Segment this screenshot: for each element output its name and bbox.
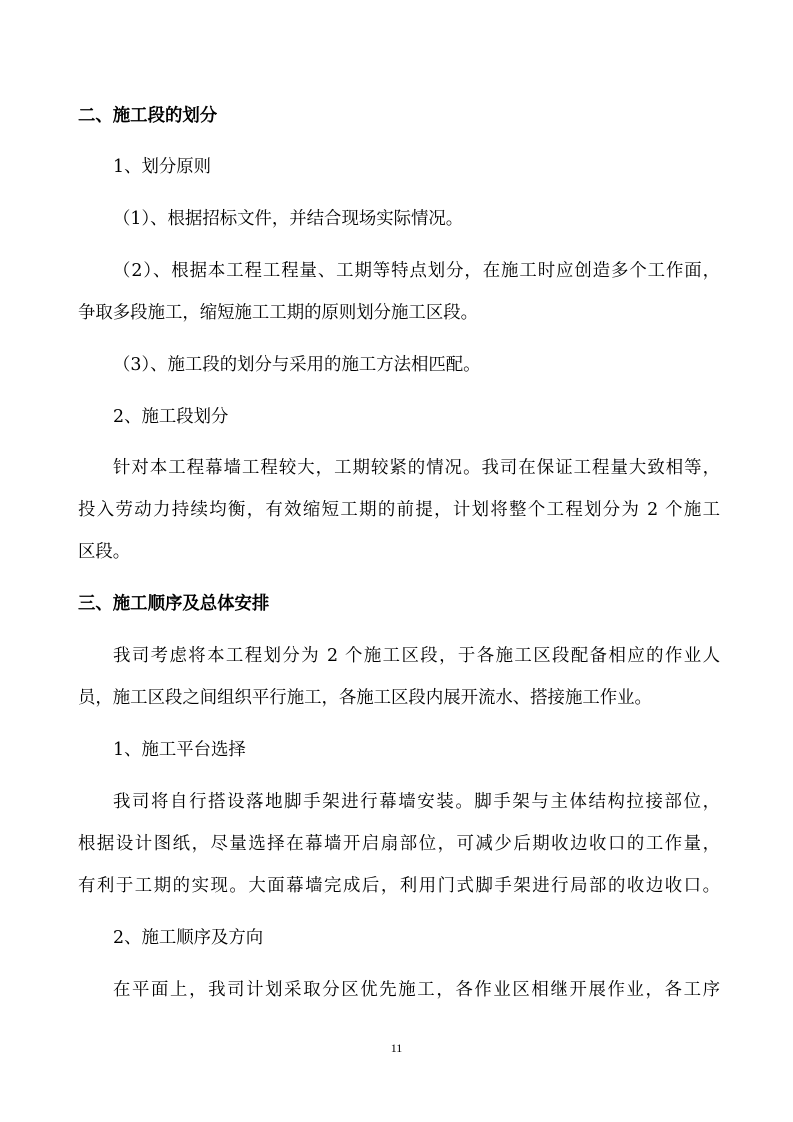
stage-division-paragraph-line-2: 投入劳动力持续均衡，有效缩短工期的前提，计划将整个工程划分为 2 个施工	[78, 500, 720, 520]
sequence-intro-line-1: 我司考虑将本工程划分为 2 个施工区段，于各施工区段配备相应的作业人	[113, 646, 720, 666]
stage-division-paragraph-line-3: 区段。	[78, 542, 131, 562]
section-heading-construction-sequence: 三、施工顺序及总体安排	[78, 594, 270, 614]
sequence-direction-paragraph-line-1: 在平面上，我司计划采取分区优先施工，各作业区相继开展作业，各工序	[113, 980, 720, 1000]
principle-item-2-line-1: （2）、根据本工程工程量、工期等特点划分，在施工时应创造多个工作面，	[113, 261, 720, 281]
subheading-platform-selection: 1、施工平台选择	[113, 740, 246, 760]
platform-paragraph-line-3: 有利于工期的实现。大面幕墙完成后，利用门式脚手架进行局部的收边收口。	[78, 876, 720, 896]
platform-paragraph-line-2: 根据设计图纸，尽量选择在幕墙开启扇部位，可减少后期收边收口的工作量，	[78, 834, 720, 854]
platform-paragraph-line-1: 我司将自行搭设落地脚手架进行幕墙安装。脚手架与主体结构拉接部位，	[113, 792, 720, 812]
stage-division-paragraph-line-1: 针对本工程幕墙工程较大，工期较紧的情况。我司在保证工程量大致相等，	[113, 458, 720, 478]
page-number: 11	[390, 1041, 403, 1055]
principle-item-1: （1）、根据招标文件，并结合现场实际情况。	[113, 209, 464, 229]
principle-item-3: （3）、施工段的划分与采用的施工方法相匹配。	[113, 355, 481, 375]
subheading-stage-division: 2、施工段划分	[113, 407, 229, 427]
section-heading-construction-stage-division: 二、施工段的划分	[78, 106, 218, 126]
sequence-intro-line-2: 员，施工区段之间组织平行施工，各施工区段内展开流水、搭接施工作业。	[78, 688, 652, 708]
subheading-division-principles: 1、划分原则	[113, 157, 212, 177]
principle-item-2-line-2: 争取多段施工，缩短施工工期的原则划分施工区段。	[78, 303, 478, 323]
subheading-sequence-and-direction: 2、施工顺序及方向	[113, 928, 264, 948]
